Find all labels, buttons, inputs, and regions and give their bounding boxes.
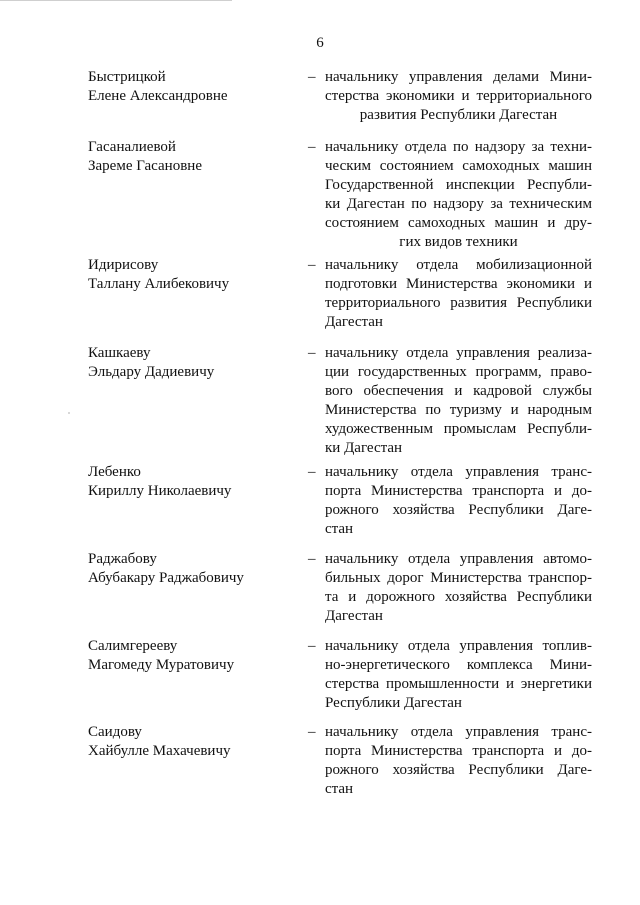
given-name: Магомеду Муратовичу bbox=[88, 657, 235, 673]
surname: Саидову bbox=[88, 724, 142, 740]
surname: Кашкаеву bbox=[88, 345, 151, 361]
dash: – bbox=[308, 139, 316, 155]
position-line: бильных дорог Министерства транспор- bbox=[325, 570, 592, 586]
position-text bbox=[325, 463, 592, 539]
position-line: гих видов техники bbox=[399, 234, 518, 250]
given-name: Эльдару Дадиевичу bbox=[88, 364, 215, 380]
surname: Раджабову bbox=[88, 551, 157, 567]
position-line: стерства промышленности и энергетики bbox=[325, 676, 592, 692]
position-text bbox=[325, 256, 592, 332]
position-line: территориального развития Республики bbox=[325, 295, 592, 311]
position-line: рожного хозяйства Республики Даге- bbox=[325, 762, 592, 778]
dash: – bbox=[308, 345, 316, 361]
person-name bbox=[88, 256, 288, 294]
position-text bbox=[325, 723, 592, 799]
surname: Гасаналиевой bbox=[88, 139, 176, 155]
position-line: порта Министерства транспорта и до- bbox=[325, 483, 592, 499]
position-text bbox=[325, 637, 592, 713]
dash: – bbox=[308, 69, 316, 85]
position-line: та и дорожного хозяйства Республики bbox=[325, 589, 592, 605]
given-name: Абубакару Раджабовичу bbox=[88, 570, 244, 586]
position-line: начальнику управления делами Мини- bbox=[325, 69, 592, 85]
position-text bbox=[325, 68, 592, 125]
position-line: Дагестан bbox=[325, 314, 383, 330]
position-line: стерства экономики и территориального bbox=[325, 88, 592, 104]
person-name bbox=[88, 723, 288, 761]
position-line: вого обеспечения и кадровой службы bbox=[325, 383, 592, 399]
dash: – bbox=[308, 724, 316, 740]
position-text bbox=[325, 550, 592, 626]
position-line: Министерства по туризму и народным bbox=[325, 402, 592, 418]
given-name: Таллану Алибековичу bbox=[88, 276, 230, 292]
position-line: ции государственных программ, право- bbox=[325, 364, 592, 380]
given-name: Елене Александровне bbox=[88, 88, 228, 104]
position-line: стан bbox=[325, 521, 354, 537]
position-line: ки Дагестан по надзору за техническим bbox=[325, 196, 592, 212]
given-name: Кириллу Николаевичу bbox=[88, 483, 232, 499]
position-line: начальнику отдела управления автомо- bbox=[325, 551, 592, 567]
position-text bbox=[325, 344, 592, 458]
dash: – bbox=[308, 257, 316, 273]
position-line: Государственной инспекции Республи- bbox=[325, 177, 592, 193]
person-name bbox=[88, 138, 288, 176]
position-line: порта Министерства транспорта и до- bbox=[325, 743, 592, 759]
dash: – bbox=[308, 464, 316, 480]
position-line: начальнику отдела мобилизационной bbox=[325, 257, 592, 273]
surname: Идирисову bbox=[88, 257, 159, 273]
surname: Лебенко bbox=[88, 464, 141, 480]
position-line: подготовки Министерства экономики и bbox=[325, 276, 592, 292]
person-name bbox=[88, 550, 288, 588]
position-line: рожного хозяйства Республики Даге- bbox=[325, 502, 592, 518]
position-line: начальнику отдела управления транс- bbox=[325, 464, 592, 480]
page-number: 6 bbox=[316, 35, 324, 51]
position-line: стан bbox=[325, 781, 354, 797]
surname: Салимгерееву bbox=[88, 638, 178, 654]
person-name bbox=[88, 68, 288, 106]
position-line: Дагестан bbox=[325, 608, 383, 624]
person-name bbox=[88, 463, 288, 501]
position-line: ки Дагестан bbox=[325, 440, 403, 456]
position-line: начальнику отдела по надзору за техни- bbox=[325, 139, 592, 155]
person-name bbox=[88, 637, 288, 675]
scan-speck bbox=[68, 412, 70, 414]
position-line: художественным промыслам Республи- bbox=[325, 421, 592, 437]
dash: – bbox=[308, 551, 316, 567]
position-text bbox=[325, 138, 592, 252]
position-line: Республики Дагестан bbox=[325, 695, 462, 711]
surname: Быстрицкой bbox=[88, 69, 166, 85]
position-line: начальнику отдела управления реализа- bbox=[325, 345, 592, 361]
position-line: ческим состоянием самоходных машин bbox=[325, 158, 592, 174]
given-name: Хайбулле Махачевичу bbox=[88, 743, 231, 759]
position-line: начальнику отдела управления топлив- bbox=[325, 638, 592, 654]
given-name: Зареме Гасановне bbox=[88, 158, 202, 174]
dash: – bbox=[308, 638, 316, 654]
person-name bbox=[88, 344, 288, 382]
position-line: но-энергетического комплекса Мини- bbox=[325, 657, 592, 673]
position-line: начальнику отдела управления транс- bbox=[325, 724, 592, 740]
position-line: развития Республики Дагестан bbox=[359, 107, 558, 123]
position-line: состоянием самоходных машин и дру- bbox=[325, 215, 592, 231]
